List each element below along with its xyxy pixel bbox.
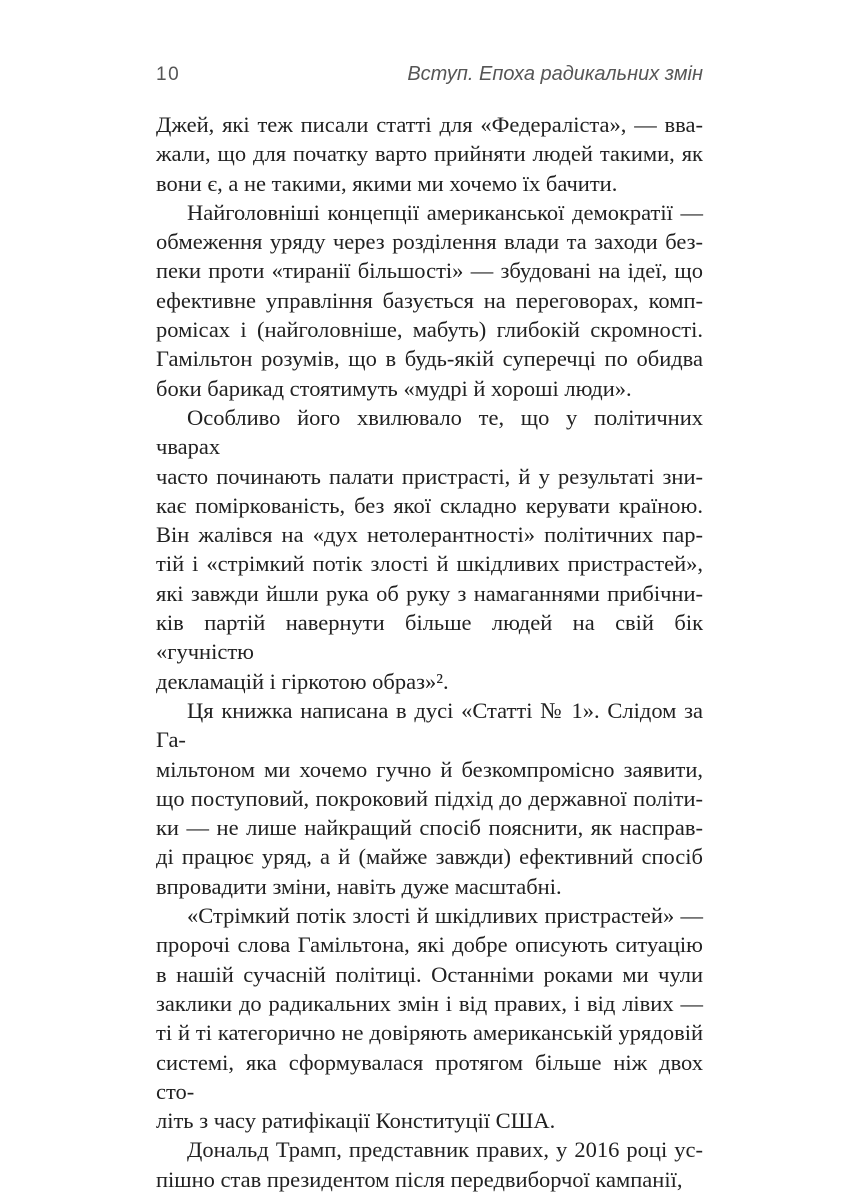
text-line: мільтоном ми хочемо гучно й безкомпромісно заявити, — [156, 756, 703, 782]
text-line: пророчі слова Гамільтона, які добре описують ситуацію — [156, 932, 703, 958]
paragraph — [156, 403, 703, 696]
text-line: системі, яка сформувалася протягом більше ніж двох сто- — [156, 1049, 703, 1104]
text-line: літь з часу ратифікації Конституції США. — [156, 1108, 556, 1134]
text-line: вони є, а не такими, якими ми хочемо їх бачити. — [156, 170, 618, 196]
paragraph — [156, 696, 703, 901]
text-line: ки — не лише найкращий спосіб пояснити, як насправ- — [156, 815, 703, 841]
text-line: в нашій сучасній політиці. Останніми роками ми чули — [156, 961, 703, 987]
text-line: ків партій навернути більше людей на свій бік «гучністю — [156, 610, 703, 665]
text-line: ді працює уряд, а й (майже завжди) ефективний спосіб — [156, 844, 703, 870]
text-line: впровадити зміни, навіть дуже масштабні. — [156, 873, 562, 899]
text-line: ромісах і (найголовніше, мабуть) глибокій скромності. — [156, 317, 703, 343]
text-line: Особливо його хвилювало те, що у політичних чварах — [156, 404, 703, 460]
text-line: що поступовий, покроковий підхід до державної політи- — [156, 785, 703, 811]
running-head: Вступ. Епоха радикальних змін — [407, 63, 703, 85]
text-line: Джей, які теж писали статті для «Федераліста», — вва- — [156, 112, 703, 137]
text-line: Гамільтон розумів, що в будь-якій суперечці по обидва — [156, 346, 703, 372]
text-line: декламацій і гіркотою образ»². — [156, 668, 449, 694]
text-line: «Стрімкий потік злості й шкідливих пристрастей» — — [187, 903, 703, 929]
text-line: які завжди йшли рука об руку з намаганнями прибічни- — [156, 580, 703, 606]
text-line: заклики до радикальних змін і від правих, і від лівих — — [156, 990, 703, 1016]
paragraph — [156, 110, 703, 198]
text-line: часто починають палати пристрасті, й у результаті зни- — [156, 463, 703, 489]
page-header — [156, 62, 703, 87]
paragraph — [156, 1135, 703, 1194]
paragraph — [156, 198, 703, 403]
page-number: 10 — [156, 64, 181, 85]
text-line: кає поміркованість, без якої складно керувати країною. — [156, 492, 703, 518]
text-line: ефективне управління базується на переговорах, комп- — [156, 287, 703, 313]
text-line: Дональд Трамп, представник правих, у 2016 році ус- — [187, 1137, 703, 1163]
text-line: пішно став президентом після передвиборчої кампанії, — [156, 1166, 683, 1192]
text-line: боки барикад стоятимуть «мудрі й хороші люди». — [156, 375, 632, 401]
text-line: Найголовніші концепції американської демократії — — [187, 199, 703, 225]
text-line: Він жалівся на «дух нетолерантності» політичних пар- — [156, 522, 703, 548]
paragraph — [156, 901, 703, 1135]
text-line: пеки проти «тиранії більшості» — збудовані на ідеї, що — [156, 258, 703, 284]
text-line: жали, що для початку варто прийняти людей такими, як — [156, 141, 703, 167]
text-line: ті й ті категорично не довіряють американській урядовій — [156, 1020, 703, 1046]
text-line: обмеження уряду через розділення влади та заходи без- — [156, 229, 703, 255]
text-line: тій і «стрімкий потік злості й шкідливих пристрастей», — [156, 551, 703, 577]
text-line: Ця книжка написана в дусі «Статті № 1». Слідом за Га- — [156, 697, 703, 753]
body-text — [156, 110, 703, 1194]
